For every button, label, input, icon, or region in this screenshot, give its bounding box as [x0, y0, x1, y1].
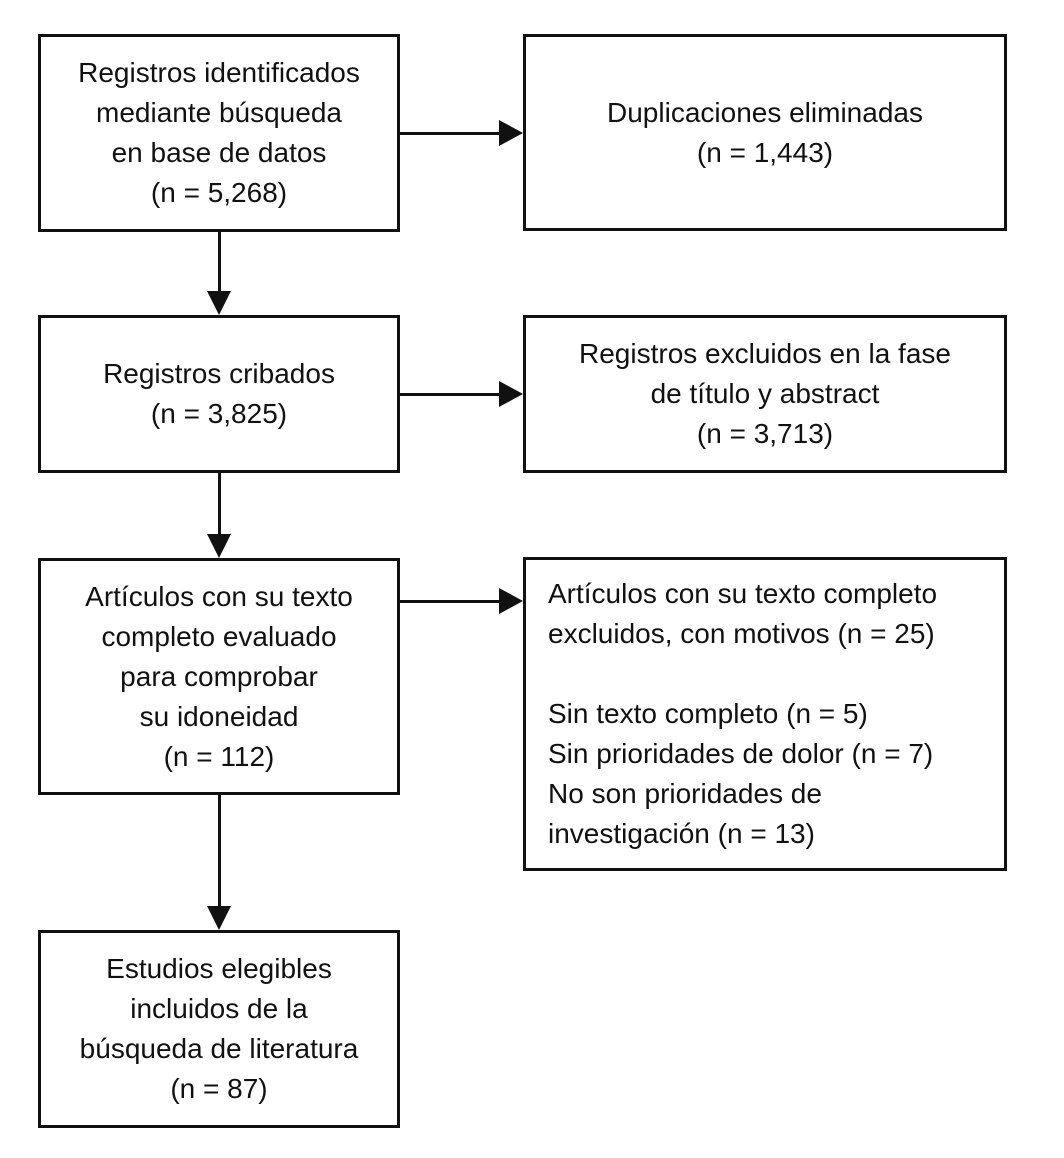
box-text-line: Artículos con su texto: [85, 580, 353, 612]
box-text-line: para comprobar: [120, 660, 318, 692]
box-studies-included: [38, 930, 400, 1128]
box-text-line: (n = 1,443): [696, 136, 834, 168]
box-text-line: No son prioridades de: [548, 778, 822, 809]
box-text-line: (n = 87): [170, 1073, 268, 1104]
arrowhead-down-icon: [207, 906, 231, 930]
box-fulltext-excluded: [523, 557, 1007, 871]
box-text-line: investigación (n = 13): [548, 818, 815, 849]
box-records-excluded-title-abstract: [523, 315, 1007, 473]
box-text-line: búsqueda de literatura: [79, 1033, 359, 1064]
box-text-line: Registros excluidos en la fase: [579, 338, 951, 369]
box-text-line: Sin texto completo (n = 5): [548, 698, 868, 729]
box-text-line: (n = 3,713): [696, 418, 834, 449]
box-text-line: (n = 112): [163, 740, 275, 772]
box-text-line: Estudios elegibles: [106, 953, 332, 984]
box-text-line: Registros cribados: [103, 358, 335, 389]
box-duplicates-removed: [523, 34, 1007, 231]
box-text-line: completo evaluado: [101, 620, 337, 652]
box-text-line: en base de datos: [111, 137, 327, 168]
box-records-identified: [38, 34, 400, 232]
box-text-line: su idoneidad: [139, 700, 299, 732]
arrow-shaft: [218, 795, 221, 908]
box-records-screened: [38, 315, 400, 473]
box-text-line: Sin prioridades de dolor (n = 7): [548, 738, 934, 769]
box-fulltext-assessed: [38, 558, 400, 795]
arrow-shaft: [400, 132, 501, 135]
box-text-line: (n = 5,268): [150, 177, 288, 208]
arrowhead-right-icon: [499, 588, 523, 614]
arrow-shaft: [218, 473, 221, 536]
box-text-line: excluidos, con motivos (n = 25): [548, 618, 935, 649]
box-text-line: incluidos de la: [130, 993, 308, 1024]
box-text-line: Artículos con su texto completo: [548, 578, 938, 609]
box-text-line: Duplicaciones eliminadas: [607, 96, 923, 128]
arrow-shaft: [218, 232, 221, 293]
arrowhead-down-icon: [207, 291, 231, 315]
arrowhead-right-icon: [499, 120, 523, 146]
box-text-line: de título y abstract: [650, 378, 880, 409]
box-text-line: (n = 3,825): [150, 398, 288, 429]
arrowhead-right-icon: [499, 381, 523, 407]
box-text-line: Registros identificados: [78, 57, 360, 88]
arrowhead-down-icon: [207, 534, 231, 558]
box-text-line: mediante búsqueda: [96, 97, 342, 128]
arrow-shaft: [400, 600, 501, 603]
arrow-shaft: [400, 393, 501, 396]
